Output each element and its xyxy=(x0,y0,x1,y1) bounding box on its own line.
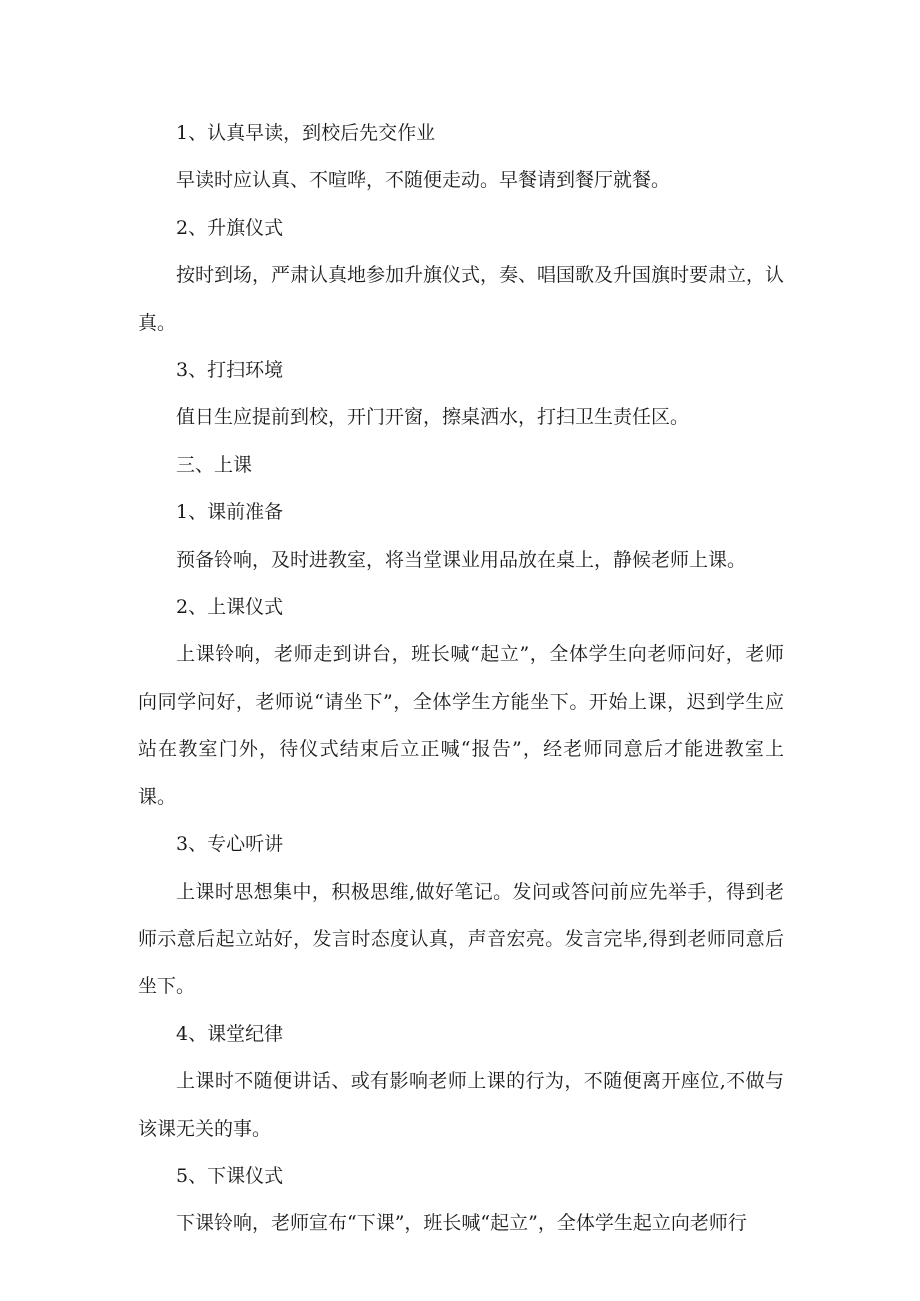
section-heading: 1、认真早读，到校后先交作业 xyxy=(176,122,436,144)
section-heading: 3、打扫环境 xyxy=(176,359,284,382)
body-paragraph: 上课时不随便讲话、或有影响老师上课的行为，不随便离开座位,不做与该课无关的事。 xyxy=(138,1070,784,1140)
body-paragraph: 早读时应认真、不喧哗，不随便走动。早餐请到餐厅就餐。 xyxy=(176,169,671,192)
body-paragraph: 按时到场，严肃认真地参加升旗仪式，奏、唱国歌及升国旗时要肃立，认真。 xyxy=(138,264,785,334)
document-body xyxy=(138,110,784,1248)
section-heading: 2、升旗仪式 xyxy=(176,216,284,239)
section-heading: 3、专心听讲 xyxy=(176,833,284,856)
body-paragraph: 预备铃响，及时进教室，将当堂课业用品放在桌上，静候老师上课。 xyxy=(176,548,747,571)
section-heading: 5、下课仪式 xyxy=(176,1164,284,1187)
body-paragraph: 下课铃响，老师宣布“下课”，班长喊“起立”，全体学生起立向老师行 xyxy=(176,1212,747,1235)
body-paragraph: 值日生应提前到校，开门开窗，擦桌洒水，打扫卫生责任区。 xyxy=(176,406,690,429)
chapter-heading: 三、上课 xyxy=(176,453,253,476)
body-paragraph: 上课铃响，老师走到讲台，班长喊“起立”，全体学生向老师问好，老师向同学问好，老师说“请坐下”，全体学生方能坐下。开始上课，迟到学生应站在教室门外，待仪式结束后立正喊“报告”，经老师同意后才能进教室上课。 xyxy=(138,643,784,808)
section-heading: 1、课前准备 xyxy=(176,501,284,524)
section-heading: 4、课堂纪律 xyxy=(176,1022,284,1045)
section-heading: 2、上课仪式 xyxy=(176,596,284,619)
body-paragraph: 上课时思想集中，积极思维,做好笔记。发问或答问前应先举手，得到老师示意后起立站好，发言时态度认真，声音宏亮。发言完毕,得到老师同意后坐下。 xyxy=(138,880,784,998)
